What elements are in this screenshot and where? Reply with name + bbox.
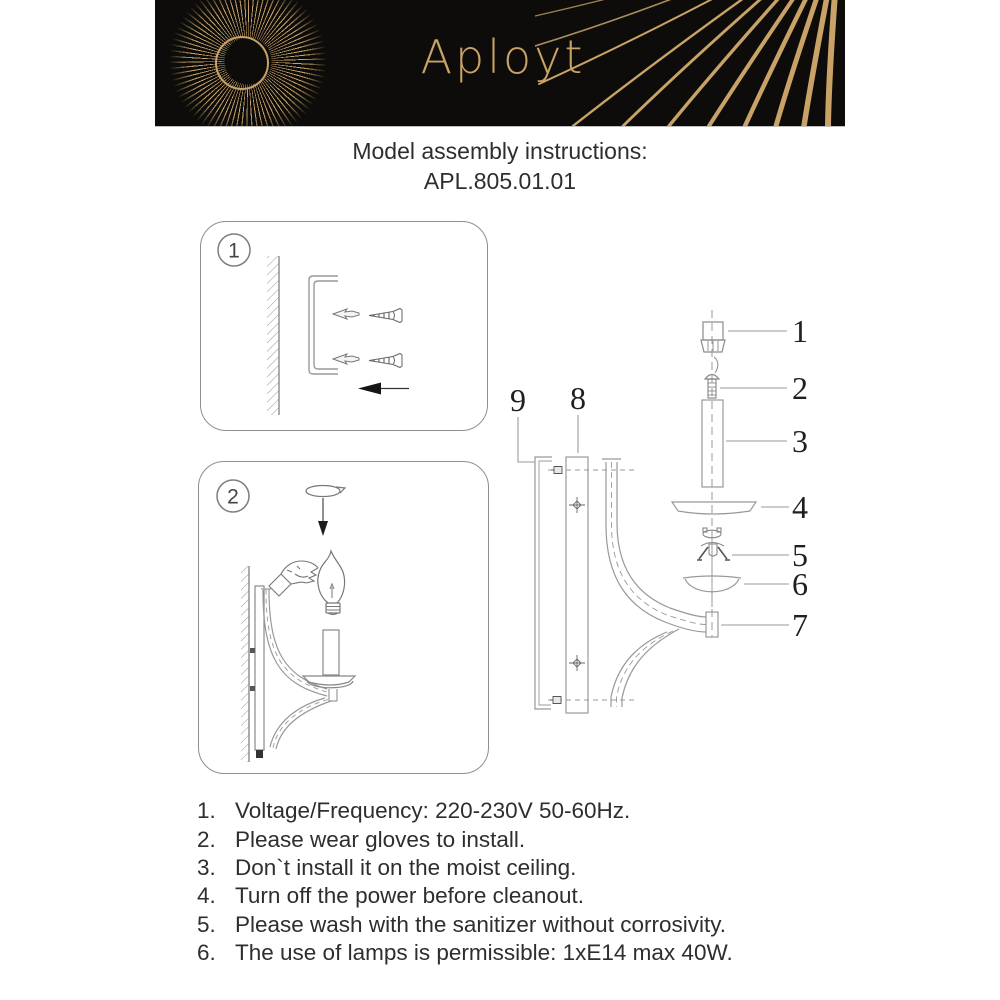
part-label-6: 6 [792, 566, 808, 602]
step-2-number: 2 [227, 485, 239, 509]
claw-part [697, 543, 730, 561]
item-number: 2. [197, 826, 216, 852]
step-2-panel [198, 461, 489, 774]
list-item [197, 825, 857, 853]
wall-hatch [267, 256, 279, 415]
step-1-number: 1 [228, 239, 240, 263]
instruction-list [197, 797, 857, 967]
corner-rays-icon [535, 0, 845, 126]
screw-icon [369, 309, 402, 368]
back-plate [250, 586, 264, 758]
item-number: 1. [197, 798, 216, 824]
candle-holder [303, 630, 355, 688]
wall-hatch [241, 566, 249, 762]
step-2-drawing [199, 462, 488, 773]
part-label-8: 8 [570, 380, 586, 416]
page-title: Model assembly instructions: [352, 138, 648, 164]
saucer-part [672, 502, 756, 514]
model-number: APL.805.01.01 [423, 168, 577, 194]
part-label-2: 2 [792, 370, 808, 406]
exploded-diagram [495, 295, 835, 740]
brand-wordmark: Aployt [420, 30, 586, 84]
item-text: Please wear gloves to install. [235, 826, 526, 852]
sunburst-ring-icon [215, 36, 269, 90]
list-item [197, 797, 857, 825]
brand-banner [155, 0, 845, 127]
part-label-5: 5 [792, 537, 808, 573]
bulb-icon [318, 551, 345, 615]
leader-lines [518, 331, 789, 625]
rotate-arrow-icon [306, 486, 345, 497]
wall-anchor-icon [333, 309, 359, 364]
plate-part [566, 457, 588, 713]
bracket-part [535, 457, 552, 709]
part-label-1: 1 [792, 313, 808, 349]
list-item [197, 911, 857, 939]
arm-part [602, 459, 718, 707]
item-number: 3. [197, 854, 216, 880]
socket-part [701, 322, 725, 379]
item-text: Voltage/Frequency: 220-230V 50-60Hz. [235, 798, 631, 824]
part-label-7: 7 [792, 607, 808, 643]
item-text: Turn off the power before cleanout. [235, 883, 584, 909]
down-arrow-icon [318, 498, 328, 536]
item-text: Don`t install it on the moist ceiling. [235, 854, 577, 880]
part-label-9: 9 [510, 382, 526, 418]
hand-icon [269, 561, 318, 596]
item-text: Please wash with the sanitizer without corrosivity. [235, 911, 727, 937]
step-1-panel [200, 221, 488, 431]
item-number: 5. [197, 911, 216, 937]
item-number: 4. [197, 883, 216, 909]
list-item [197, 854, 857, 882]
push-arrow-icon [358, 383, 409, 395]
part-label-4: 4 [792, 489, 808, 525]
step-1-drawing [201, 222, 487, 430]
list-item [197, 939, 857, 967]
item-number: 6. [197, 940, 216, 966]
item-text: The use of lamps is permissible: 1xE14 max 40W. [235, 940, 733, 966]
list-item [197, 882, 857, 910]
part-label-3: 3 [792, 423, 808, 459]
